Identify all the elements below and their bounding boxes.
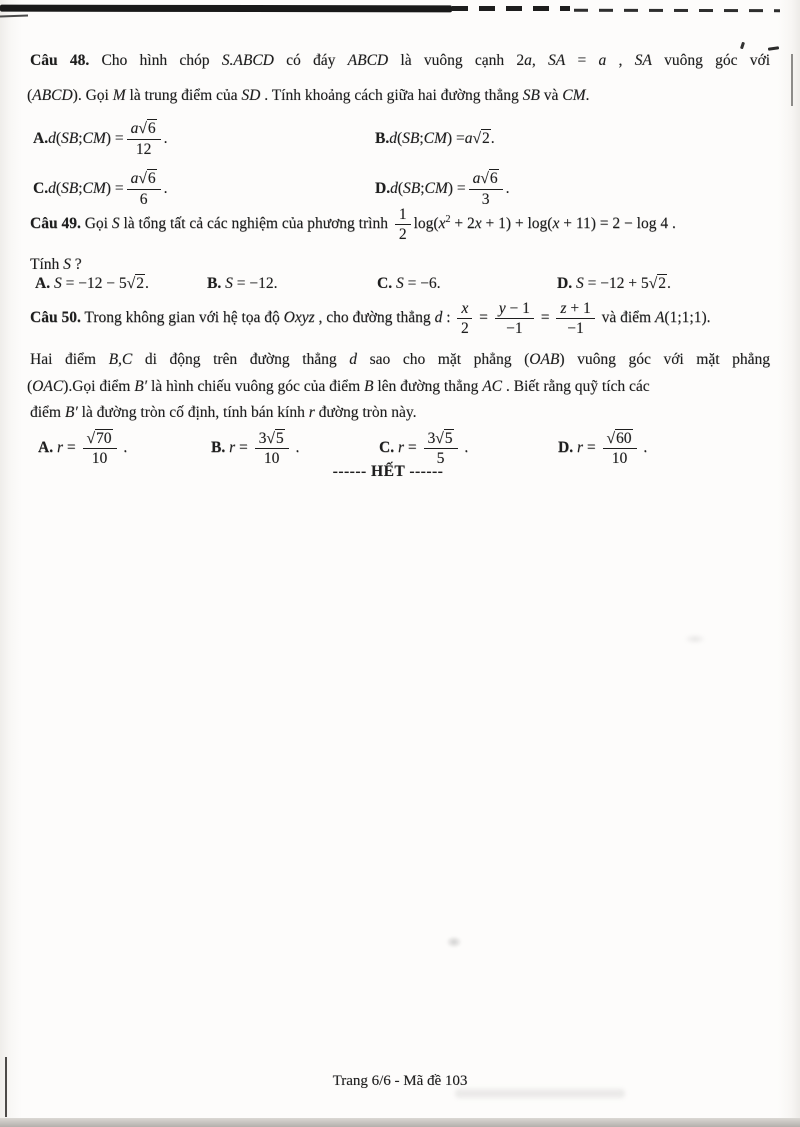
question-49-text-line-2: Tính S ? xyxy=(30,256,82,273)
question-50-text-line-4: điểm B′ là đường tròn cố định, tính bán kính r đường tròn này. xyxy=(30,404,417,421)
question-50-option-b: B. r = $\frac{3√5}{10}$ . xyxy=(211,430,300,468)
question-49-text-line-1: Câu 49. Gọi S là tổng tất cả các nghiệm của phương trình $\frac{1}{2}$ $\log(x^2 + 2x + 1) + \log(x + 11) = 2 - \log 4$ . xyxy=(30,206,676,244)
scan-artifact-bottom-band xyxy=(0,1118,800,1127)
question-48-text-line-1: Câu 48. Cho hình chóp S.ABCD có đáy ABCD là vuông cạnh 2a, SA = a , SA vuông góc với xyxy=(30,52,770,69)
question-48-option-c: C. d ( SB ; CM ) = $\frac{a√6}{6}$ . xyxy=(33,170,168,208)
scan-artifact-left-tick xyxy=(0,15,28,18)
end-of-exam-marker: ------ HẾT ------ xyxy=(332,463,444,480)
question-48-text-line-2: (ABCD). Gọi M là trung điểm của SD . Tính khoảng cách giữa hai đường thẳng SB và CM. xyxy=(27,87,590,104)
scan-artifact-right-vertical-line xyxy=(791,54,793,106)
scan-artifact-smudge xyxy=(684,634,706,644)
question-48-options xyxy=(33,116,763,212)
page-footer: Trang 6/6 - Mã đề 103 xyxy=(332,1073,468,1089)
question-50-option-c: C. r = $\frac{3√5}{5}$ . xyxy=(379,430,469,468)
question-49-option-a: A. S = −12 − 5√2. xyxy=(35,275,149,292)
question-49-option-d: D. S = −12 + 5√2. xyxy=(557,275,671,292)
question-50-option-d: D. r = $\frac{√60}{10}$ . xyxy=(558,430,648,468)
scan-artifact-top-band xyxy=(0,5,452,13)
question-50-option-a: A. r = $\frac{√70}{10}$ . xyxy=(38,430,128,468)
question-50-text-line-2: Hai điểm B,C di động trên đường thẳng d sao cho mặt phẳng (OAB) vuông góc với mặt phẳng xyxy=(30,351,771,368)
question-48-option-a: A. d ( SB ; CM ) = $\frac{a√6}{12}$ . xyxy=(33,120,168,158)
question-50-text-line-1: Câu 50. Trong không gian với hệ tọa độ Oxyz , cho đường thẳng d : $\frac{x}{2}$ = $\frac{y - 1}{-1}$ = $\frac{z + 1}{-1}$ và điểm A(1;1;1). xyxy=(30,300,711,338)
question-49-option-c: C. S = −6. xyxy=(377,275,441,292)
scan-artifact-top-band-thin-dashes xyxy=(574,9,780,12)
scan-artifact-smudge xyxy=(446,936,462,948)
scan-artifact-top-band-dashes xyxy=(452,6,570,11)
question-48-option-b: B. d ( SB ; CM ) = a √2 . xyxy=(375,130,495,148)
question-50-text-line-3: (OAC).Gọi điểm B′ là hình chiếu vuông góc của điểm B lên đường thẳng AC . Biết rằng quỹ tích các xyxy=(27,378,650,395)
question-49-option-b: B. S = −12. xyxy=(207,275,278,292)
question-48-option-d: D. d ( SB ; CM ) = $\frac{a√6}{3}$ . xyxy=(375,170,510,208)
